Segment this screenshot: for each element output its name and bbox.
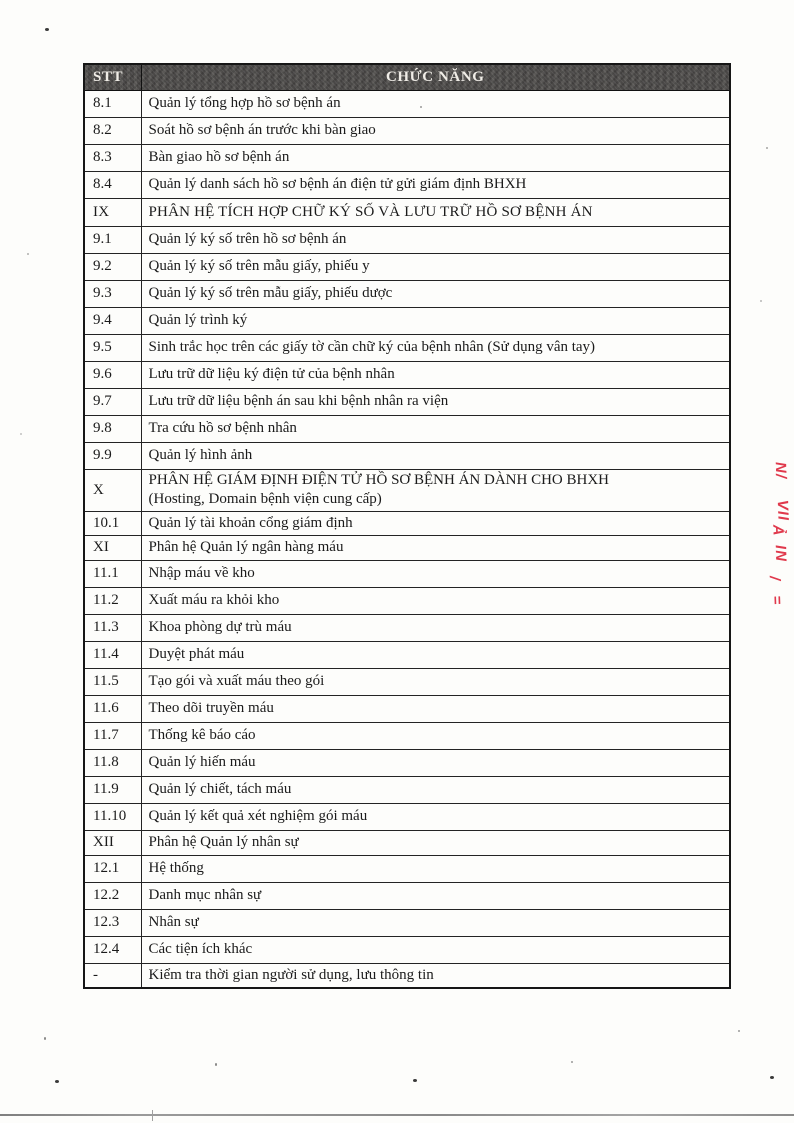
table-row [84, 226, 730, 253]
function-text: Theo dõi truyền máu [148, 700, 274, 716]
function-text: Quản lý trình ký [148, 312, 248, 328]
table-row [84, 535, 730, 560]
stamp-text: / [766, 575, 784, 582]
table-row [84, 442, 730, 469]
function-text: Quản lý chiết, tách máu [148, 781, 292, 797]
row-number: 9.6 [84, 361, 141, 388]
row-number: 8.4 [84, 171, 141, 198]
row-function-label [141, 668, 730, 695]
row-number: 9.1 [84, 226, 141, 253]
row-number: 11.9 [84, 776, 141, 803]
function-text: Quản lý hiến máu [148, 754, 256, 770]
row-number: 11.8 [84, 749, 141, 776]
scan-speckle [420, 106, 422, 108]
row-number: 9.2 [84, 253, 141, 280]
row-function-label [141, 855, 730, 882]
table-row [84, 909, 730, 936]
stamp-text: VII [773, 499, 792, 522]
row-function-label [141, 614, 730, 641]
table-row [84, 253, 730, 280]
table-row [84, 415, 730, 442]
table-row [84, 882, 730, 909]
stt-column-header: STT [84, 64, 141, 90]
function-text: Các tiện ích khác [148, 941, 253, 957]
function-subtext: (Hosting, Domain bệnh viện cung cấp) [148, 491, 382, 507]
function-text: Lưu trữ dữ liệu ký điện tử của bệnh nhân [148, 366, 395, 382]
table-row [84, 469, 730, 511]
row-function-label [141, 641, 730, 668]
row-function-label [141, 144, 730, 171]
row-number: 11.4 [84, 641, 141, 668]
row-function-label [141, 803, 730, 830]
row-number: - [84, 963, 141, 988]
scan-speckle [20, 433, 22, 435]
function-text: Quản lý hình ảnh [148, 447, 253, 463]
row-number: 9.5 [84, 334, 141, 361]
table-body [84, 90, 730, 988]
function-text: Kiểm tra thời gian người sử dụng, lưu thông tin [148, 966, 434, 983]
row-number: 11.3 [84, 614, 141, 641]
row-function-label [141, 936, 730, 963]
table-row [84, 963, 730, 988]
function-text: Hệ thống [148, 860, 204, 876]
table-row [84, 198, 730, 226]
function-text: Sinh trắc học trên các giấy tờ cần chữ ký của bệnh nhân (Sử dụng vân tay) [148, 339, 596, 355]
table-row [84, 830, 730, 855]
stamp-text: Ả [769, 524, 787, 537]
function-text: Quản lý ký số trên mẫu giấy, phiếu dược [148, 285, 393, 301]
row-function-label [141, 280, 730, 307]
row-function-label [141, 560, 730, 587]
row-number: 9.8 [84, 415, 141, 442]
row-function-label [141, 361, 730, 388]
row-number: 12.4 [84, 936, 141, 963]
function-text: Quản lý ký số trên hồ sơ bệnh án [148, 231, 347, 247]
row-function-label [141, 226, 730, 253]
scan-edge-tick [152, 1110, 153, 1121]
row-function-label [141, 415, 730, 442]
scan-speckle [44, 1037, 46, 1040]
row-number: 8.3 [84, 144, 141, 171]
table-row [84, 614, 730, 641]
row-function-label [141, 749, 730, 776]
row-function-label [141, 909, 730, 936]
function-text: Quản lý kết quả xét nghiệm gói máu [148, 808, 368, 824]
row-number: 11.10 [84, 803, 141, 830]
function-text: Phân hệ Quản lý nhân sự [148, 834, 299, 850]
scan-speckle [760, 300, 762, 302]
table-row [84, 749, 730, 776]
row-number: 10.1 [84, 511, 141, 535]
function-text: Bàn giao hồ sơ bệnh án [148, 149, 290, 165]
row-number: 11.2 [84, 587, 141, 614]
row-function-label [141, 171, 730, 198]
function-text: Quản lý ký số trên mẫu giấy, phiếu y [148, 258, 370, 274]
row-function-label [141, 535, 730, 560]
row-function-label [141, 117, 730, 144]
table-row [84, 722, 730, 749]
function-text: Phân hệ Quản lý ngân hàng máu [148, 539, 344, 555]
function-column-header: CHỨC NĂNG [141, 64, 730, 90]
row-number: 11.7 [84, 722, 141, 749]
row-function-label [141, 695, 730, 722]
table-row [84, 144, 730, 171]
functions-table [83, 63, 731, 989]
stamp-text: N/ [771, 461, 790, 480]
scan-speckle [27, 253, 29, 255]
row-number: 11.1 [84, 560, 141, 587]
row-number: X [84, 469, 141, 511]
row-number: 9.7 [84, 388, 141, 415]
scan-speckle [738, 1030, 740, 1032]
table-row [84, 803, 730, 830]
row-function-label [141, 253, 730, 280]
row-function-label [141, 587, 730, 614]
row-function-label [141, 334, 730, 361]
function-text: Danh mục nhân sự [148, 887, 262, 903]
row-function-label [141, 90, 730, 117]
table-row [84, 587, 730, 614]
function-text: PHÂN HỆ TÍCH HỢP CHỮ KÝ SỐ VÀ LƯU TRỮ HỒ SƠ BỆNH ÁN [148, 203, 593, 220]
scan-edge-line [0, 1114, 794, 1116]
function-text: Soát hồ sơ bệnh án trước khi bàn giao [148, 122, 376, 138]
scan-speckle [45, 28, 49, 31]
row-number: 12.2 [84, 882, 141, 909]
table-row [84, 641, 730, 668]
stamp-text: IN [771, 544, 790, 563]
row-function-label [141, 882, 730, 909]
row-function-label [141, 469, 730, 511]
row-number: 9.9 [84, 442, 141, 469]
function-text: Quản lý tài khoản cổng giám định [148, 514, 353, 531]
table-row [84, 280, 730, 307]
row-number: IX [84, 198, 141, 226]
row-number: 9.4 [84, 307, 141, 334]
scan-speckle [571, 1061, 573, 1063]
row-function-label [141, 388, 730, 415]
function-text: Quản lý tổng hợp hồ sơ bệnh án [148, 95, 341, 111]
row-function-label [141, 830, 730, 855]
scan-speckle [413, 1079, 417, 1082]
function-text: Tạo gói và xuất máu theo gói [148, 673, 325, 689]
red-stamp-fragment [766, 452, 794, 617]
row-function-label [141, 776, 730, 803]
row-number: 12.3 [84, 909, 141, 936]
row-number: 12.1 [84, 855, 141, 882]
stamp-text: = [768, 595, 786, 606]
table-row [84, 936, 730, 963]
function-text: Tra cứu hồ sơ bệnh nhân [148, 420, 297, 436]
row-number: XII [84, 830, 141, 855]
table-row [84, 171, 730, 198]
row-function-label [141, 511, 730, 535]
row-function-label [141, 722, 730, 749]
table-row [84, 511, 730, 535]
row-number: 11.5 [84, 668, 141, 695]
table-row [84, 334, 730, 361]
row-function-label [141, 442, 730, 469]
scan-speckle [766, 147, 768, 149]
row-number: 9.3 [84, 280, 141, 307]
function-text: Nhập máu về kho [148, 565, 255, 581]
scan-speckle [770, 1076, 774, 1079]
row-function-label [141, 198, 730, 226]
row-function-label [141, 963, 730, 988]
function-text: Xuất máu ra khỏi kho [148, 592, 280, 608]
function-text: Khoa phòng dự trù máu [148, 619, 292, 635]
function-text: PHÂN HỆ GIÁM ĐỊNH ĐIỆN TỬ HỒ SƠ BỆNH ÁN DÀNH CHO BHXH [148, 472, 610, 488]
function-text: Thống kê báo cáo [148, 727, 256, 743]
table-row [84, 695, 730, 722]
row-number: 11.6 [84, 695, 141, 722]
table-header-row [84, 64, 730, 90]
function-text: Duyệt phát máu [148, 646, 245, 662]
table-row [84, 388, 730, 415]
table-row [84, 560, 730, 587]
table-row [84, 90, 730, 117]
row-number: 8.1 [84, 90, 141, 117]
table-row [84, 668, 730, 695]
row-number: XI [84, 535, 141, 560]
function-text: Lưu trữ dữ liệu bệnh án sau khi bệnh nhân ra viện [148, 393, 449, 409]
row-function-label [141, 307, 730, 334]
scan-speckle [215, 1063, 217, 1066]
row-number: 8.2 [84, 117, 141, 144]
function-text: Quản lý danh sách hồ sơ bệnh án điện tử gửi giám định BHXH [148, 176, 527, 192]
table-row [84, 855, 730, 882]
scan-speckle [55, 1080, 59, 1083]
function-text: Nhân sự [148, 914, 199, 930]
table-row [84, 117, 730, 144]
table-row [84, 307, 730, 334]
table-row [84, 776, 730, 803]
table-row [84, 361, 730, 388]
